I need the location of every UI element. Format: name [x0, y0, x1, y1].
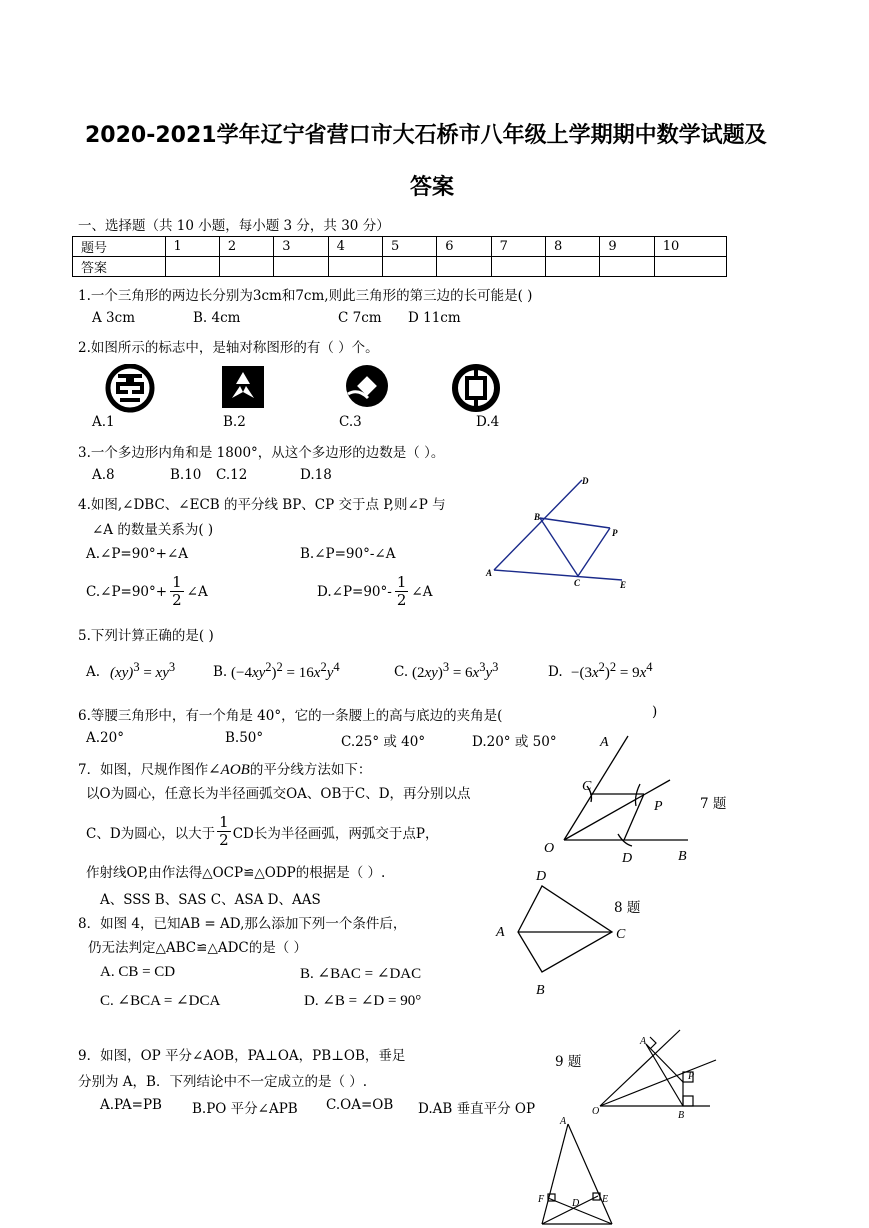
q8-stem-line2: 仍无法判定△ABC≌△ADC的是（ ） — [88, 940, 308, 956]
table-cell: 6 — [437, 237, 491, 257]
table-cell: 7 — [491, 237, 545, 257]
label-O: O — [544, 841, 555, 856]
q8-option-a: A. CB = CD — [100, 964, 176, 980]
answer-cell[interactable] — [491, 257, 545, 277]
q3-option-a: A.8 — [92, 467, 115, 483]
q6-stem: 6.等腰三角形中，有一个角是 40°，它的一条腰上的高与底边的夹角是( — [78, 708, 503, 724]
q8-stem-line1: 8．如图 4，已知AB = AD,那么添加下列一个条件后， — [78, 916, 407, 932]
q8-figure-label: 8 题 — [614, 900, 641, 916]
answer-cell[interactable] — [328, 257, 382, 277]
answer-cell[interactable] — [437, 257, 491, 277]
q5-option-a-label: A. — [86, 664, 101, 680]
q7-stem-line4: 作射线OP,由作法得△OCP≌△ODP的根据是（ ）. — [86, 865, 386, 881]
label-C: C — [616, 927, 626, 942]
q9-option-c: C.OA=OB — [326, 1097, 394, 1113]
q2-logos — [100, 364, 520, 414]
q1-option-b: B. 4cm — [193, 310, 241, 326]
q5-option-a-math: $(xy)^3 = xy^3$ — [110, 660, 176, 681]
fraction-one-half — [395, 574, 409, 609]
table-cell: 2 — [219, 237, 273, 257]
q9-option-a: A.PA=PB — [100, 1097, 162, 1113]
label-A: A — [640, 1036, 647, 1047]
label-E: E — [602, 1194, 609, 1205]
q9-stem-line1: 9．如图，OP 平分∠AOB，PA⊥OA，PB⊥OB，垂足 — [78, 1048, 406, 1064]
label-P: P — [612, 528, 618, 538]
q6-option-c: C.25° 或 40° — [341, 734, 426, 750]
logo-square-icon — [222, 366, 264, 408]
q4-stem-line1: 4.如图,∠DBC、∠ECB 的平分线 BP、CP 交于点 P,则∠P 与 — [78, 497, 446, 513]
label-F: F — [538, 1194, 545, 1205]
label-E: E — [620, 580, 627, 590]
table-cell: 1 — [165, 237, 219, 257]
q3-option-b: B.10 — [170, 467, 202, 483]
section-heading: 一、选择题（共 10 小题，每小题 3 分，共 30 分） — [78, 218, 390, 234]
table-cell: 题号 — [73, 237, 166, 257]
logo-swirl-icon — [346, 365, 388, 407]
q2-option-b: B.2 — [223, 414, 246, 430]
label-O: O — [592, 1106, 600, 1117]
table-row — [73, 237, 727, 257]
q7-stem1-post: 的平分线方法如下： — [249, 762, 372, 778]
table-cell: 答案 — [73, 257, 166, 277]
q7-figure-label: 7 题 — [700, 796, 727, 812]
q7-stem3-pre: C、D为圆心，以大于 — [86, 825, 216, 842]
label-D: D — [622, 851, 633, 866]
q1-stem: 1.一个三角形的两边长分别为3cm和7cm,则此三角形的第三边的长可能是( ) — [78, 288, 533, 304]
q4-option-a: A.∠P=90°+∠A — [86, 546, 189, 562]
q7-stem-line3 — [86, 814, 438, 849]
q5-option-d-math: $-(3x^2)^2 = 9x^4$ — [571, 660, 653, 681]
q3-option-c: C.12 — [216, 467, 248, 483]
q4-option-d-post: ∠A — [411, 583, 433, 600]
table-cell: 5 — [382, 237, 436, 257]
label-D: D — [536, 869, 547, 884]
q6-option-b: B.50° — [225, 730, 264, 746]
label-B: B — [678, 1110, 685, 1121]
q2-option-a: A.1 — [92, 414, 115, 430]
label-B: B — [534, 512, 541, 522]
fraction-denominator: 2 — [396, 591, 407, 609]
q7-stem-line1 — [78, 758, 371, 779]
q9-stem-line2: 分别为 A，B．下列结论中不一定成立的是（ ）. — [78, 1074, 368, 1090]
q5-stem: 5.下列计算正确的是( ) — [78, 628, 214, 644]
fraction-numerator: 1 — [219, 813, 229, 831]
q8-option-d: D. ∠B = ∠D = 90° — [304, 993, 422, 1009]
q6-option-a: A.20° — [86, 730, 124, 746]
q5-option-b-math: $(-4xy^2)^2 = 16x^2y^4$ — [231, 660, 340, 681]
table-cell: 8 — [546, 237, 600, 257]
fraction-denominator: 2 — [172, 591, 182, 609]
logo-bank-icon — [108, 366, 152, 410]
page-title: 2020-2021学年辽宁省营口市大石桥市八年级上学期期中数学试题及 — [85, 123, 767, 148]
label-A: A — [560, 1116, 567, 1127]
logo-coin-icon — [455, 367, 497, 409]
label-D: D — [572, 1198, 580, 1209]
q3-stem: 3.一个多边形内角和是 1800°，从这个多边形的边数是（ ）。 — [78, 445, 445, 461]
q6-option-d: D.20° 或 50° — [472, 734, 557, 750]
q4-figure — [482, 472, 632, 592]
q9-option-b: B.PO 平分∠APB — [192, 1101, 298, 1117]
table-cell: 9 — [600, 237, 654, 257]
q7-stem-line2: 以O为圆心，任意长为半径画弧交OA、OB于C、D，再分别以点 — [86, 786, 471, 802]
q4-option-c — [86, 574, 208, 609]
q2-option-c: C.3 — [339, 414, 362, 430]
fraction-one-half — [170, 574, 184, 609]
q8-figure — [490, 864, 640, 1004]
fraction-one-half — [217, 814, 231, 849]
q6-close-paren: ) — [652, 704, 658, 720]
answer-cell[interactable] — [219, 257, 273, 277]
q4-option-d — [317, 574, 432, 609]
page-title-line2: 答案 — [410, 175, 455, 200]
q5-option-d-label: D. — [548, 664, 563, 680]
label-C: C — [574, 578, 581, 588]
q4-option-d-pre: D.∠P=90°- — [317, 583, 392, 600]
table-cell: 3 — [274, 237, 328, 257]
answer-cell[interactable] — [274, 257, 328, 277]
answer-cell[interactable] — [546, 257, 600, 277]
q3-option-d: D.18 — [300, 467, 332, 483]
q2-stem: 2.如图所示的标志中，是轴对称图形的有（ ）个。 — [78, 340, 379, 356]
q1-option-d: D 11cm — [408, 310, 461, 326]
q5-option-c-label: C. — [394, 664, 409, 680]
q5-option-c-math: $(2xy)^3 = 6x^3y^3$ — [412, 660, 499, 681]
label-A: A — [600, 735, 609, 750]
q7-stem1-math: ∠AOB — [208, 762, 250, 778]
label-C: C — [582, 779, 592, 794]
q7-stem1-pre: 7．如图，尺规作图作 — [78, 762, 209, 778]
label-P: P — [688, 1071, 695, 1082]
q10-figure — [530, 1110, 630, 1228]
q5-option-b-label: B. — [213, 664, 228, 680]
table-row — [73, 257, 727, 277]
fraction-numerator: 1 — [396, 573, 407, 591]
fraction-numerator: 1 — [172, 573, 182, 591]
q7-stem3-post: CD长为半径画弧，两弧交于点P， — [232, 825, 439, 842]
q7-options: A、SSS B、SAS C、ASA D、AAS — [100, 892, 321, 908]
label-A: A — [496, 925, 505, 940]
q4-stem-line2: ∠A 的数量关系为( ) — [92, 522, 214, 538]
answer-cell[interactable] — [654, 257, 726, 277]
q1-option-a: A 3cm — [92, 310, 135, 326]
q7-figure — [540, 730, 700, 870]
q9-option-d: D.AB 垂直平分 OP — [418, 1101, 536, 1117]
label-A: A — [486, 568, 493, 578]
q8-option-b: B. ∠BAC = ∠DAC — [300, 966, 422, 982]
label-P: P — [654, 799, 663, 814]
q9-figure — [588, 1024, 728, 1124]
q4-option-b: B.∠P=90°-∠A — [300, 546, 396, 562]
label-B: B — [678, 849, 687, 864]
fraction-denominator: 2 — [219, 831, 229, 849]
label-B: B — [536, 983, 545, 998]
q4-option-c-post: ∠A — [186, 583, 208, 600]
q9-figure-label: 9 题 — [555, 1054, 582, 1070]
answer-cell[interactable] — [600, 257, 654, 277]
table-cell: 10 — [654, 237, 726, 257]
answer-table — [72, 236, 727, 277]
q4-option-c-pre: C.∠P=90°+ — [86, 583, 168, 600]
table-cell: 4 — [328, 237, 382, 257]
q1-option-c: C 7cm — [338, 310, 382, 326]
answer-cell[interactable] — [165, 257, 219, 277]
q8-option-c: C. ∠BCA = ∠DCA — [100, 993, 221, 1009]
answer-cell[interactable] — [382, 257, 436, 277]
label-D: D — [582, 476, 589, 486]
q2-option-d: D.4 — [476, 414, 500, 430]
